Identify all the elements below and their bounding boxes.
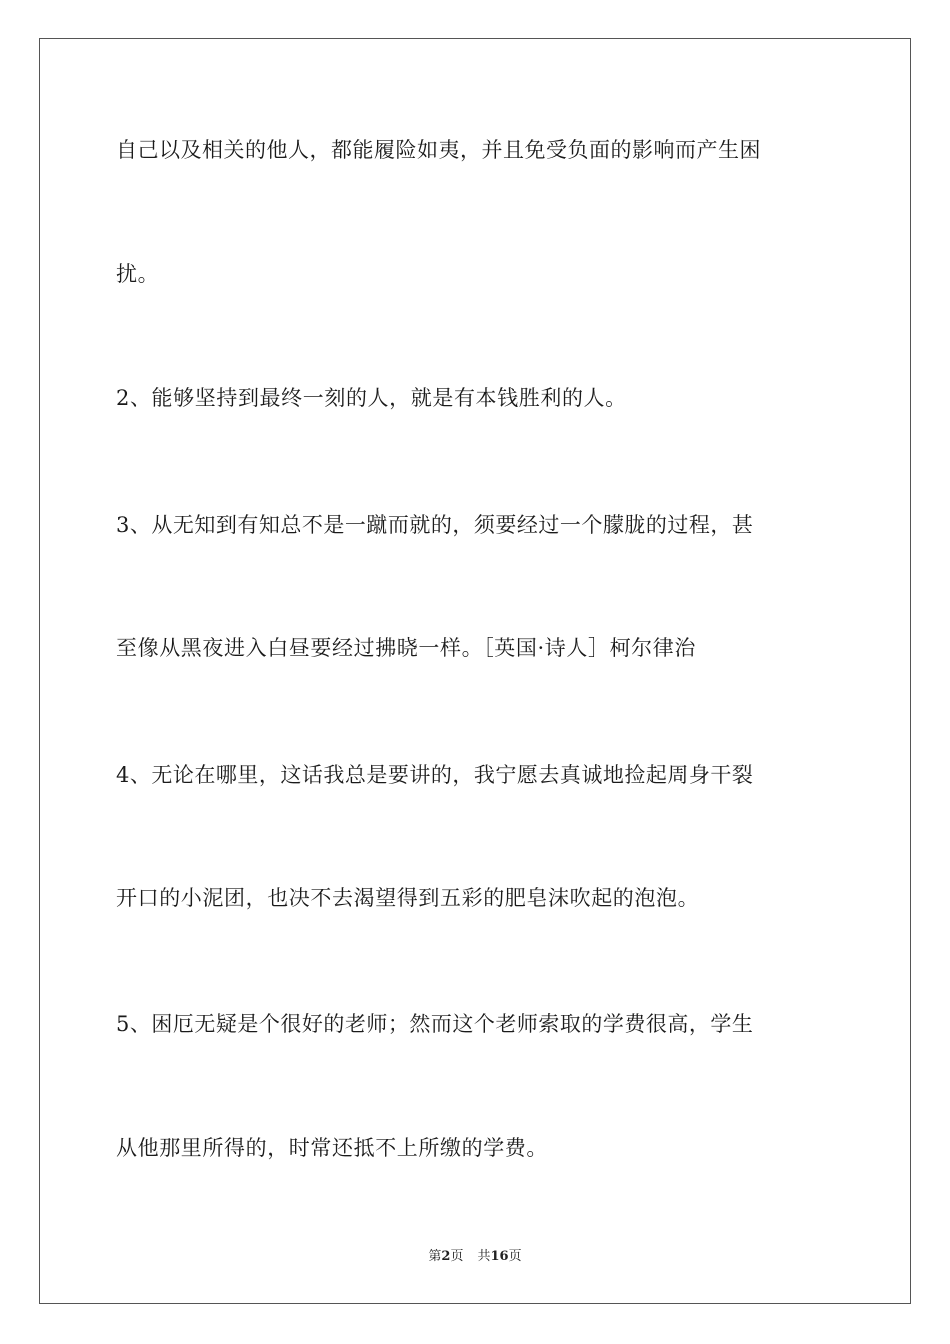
total-suffix: 页 — [508, 1249, 522, 1264]
quote-3-line-1: 3、从无知到有知总不是一蹴而就的，须要经过一个朦胧的过程，甚 — [116, 513, 754, 537]
total-pages: 16 — [490, 1249, 509, 1264]
text-line: 自己以及相关的他人，都能履险如夷，并且免受负面的影响而产生困 — [116, 138, 761, 162]
page-border — [39, 38, 911, 1304]
quote-5-line-1: 5、困厄无疑是个很好的老师；然而这个老师索取的学费很高，学生 — [116, 1012, 754, 1036]
quote-4-line-1: 4、无论在哪里，这话我总是要讲的，我宁愿去真诚地捡起周身干裂 — [116, 763, 754, 787]
page-number: 2 — [441, 1249, 451, 1264]
page-prefix: 第 — [428, 1249, 442, 1264]
quote-5-line-2: 从他那里所得的，时常还抵不上所缴的学费。 — [116, 1136, 548, 1160]
quote-4-line-2: 开口的小泥团，也决不去渴望得到五彩的肥皂沫吹起的泡泡。 — [116, 886, 700, 910]
text-line: 扰。 — [116, 262, 160, 286]
quote-2: 2、能够坚持到最终一刻的人，就是有本钱胜利的人。 — [116, 386, 627, 410]
page-footer — [0, 1249, 950, 1265]
page-suffix: 页 — [450, 1249, 464, 1264]
total-prefix: 共 — [477, 1249, 491, 1264]
quote-3-line-2: 至像从黑夜进入白昼要经过拂晓一样。［英国·诗人］柯尔律治 — [116, 636, 696, 660]
